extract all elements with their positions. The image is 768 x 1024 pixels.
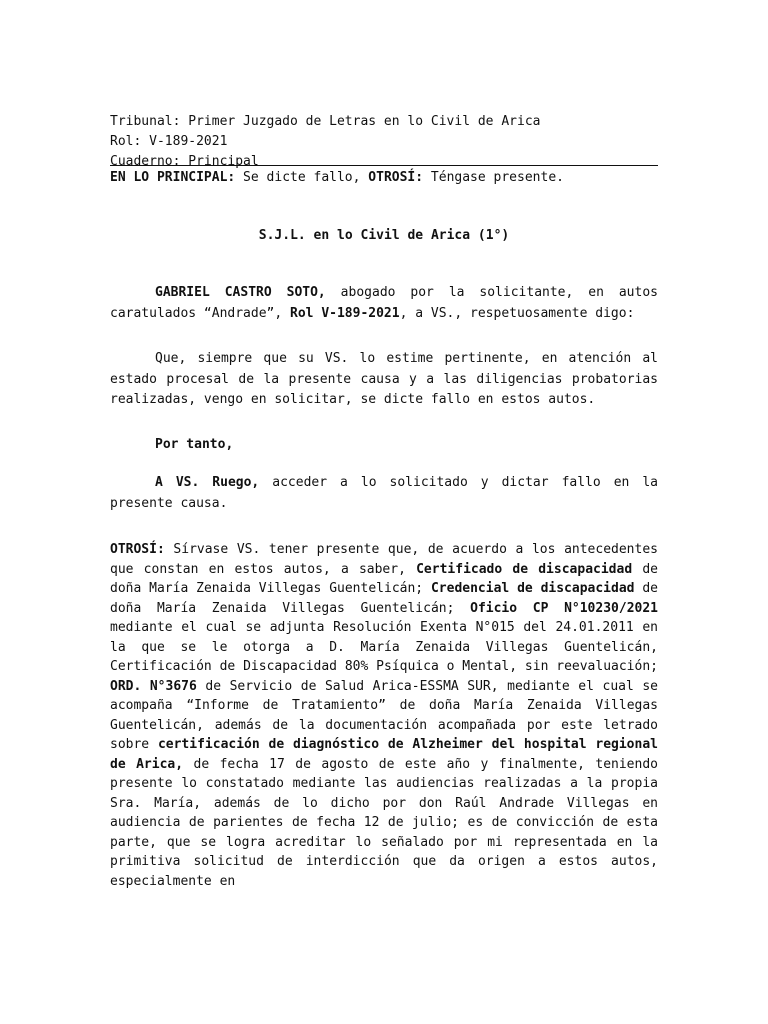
certificado-discapacidad: Certificado de discapacidad: [416, 561, 633, 577]
otrosi-text-1: Sírvase VS. tener presente que, de acuerdo a los antecedentes que constan en estos autos, a saber,: [110, 542, 658, 577]
por-tanto-label: Por tanto,: [155, 437, 234, 452]
otrosi-text-6: de fecha 17 de agosto de este año y finalmente, teniendo presente lo constatado mediante las audiencias realizadas a la propia Sra. María, además de lo dicho por don Raúl Andrade Villegas en audiencia de parientes de fecha 12 de julio; es de convicción de esta parte, que se logra acreditar lo señalado por mi representada en la primitiva solicitud de interdicción que da origen a estos autos, especialmente en: [110, 756, 658, 889]
ruego-text: acceder a lo solicitado y dictar fallo en la presente causa.: [110, 475, 658, 511]
otrosi-text-4: mediante el cual se adjunta Resolución Exenta N°015 del 24.01.2011 en la que se le otorga a D. María Zenaida Villegas Guentelicán, Certificación de Discapacidad 80% Psíquica o Mental, sin reevaluación;: [110, 620, 658, 674]
credencial-discapacidad: Credencial de discapacidad: [430, 581, 635, 596]
otrosi-text-2: de doña María Zenaida Villegas Guentelicán;: [110, 561, 658, 596]
por-tanto: [110, 435, 658, 456]
ruego-paragraph: [110, 473, 658, 514]
intro-text-1: abogado por la solicitante, en autos caratulados “Andrade”,: [110, 285, 658, 321]
otrosi-text-5: de Servicio de Salud Arica-ESSMA SUR, mediante el cual se acompaña “Informe de Tratamiento” de doña María Zenaida Villegas Guentelicán, además de la documentación acompañada por este letrado sobre: [110, 678, 659, 752]
case-header: [110, 112, 658, 172]
header-divider: [110, 165, 658, 166]
ord-number: ORD. N°3676: [110, 678, 197, 694]
summary-line: [110, 168, 670, 188]
lawyer-name: GABRIEL CASTRO SOTO,: [155, 285, 326, 300]
principal-label: EN LO PRINCIPAL:: [110, 170, 236, 185]
ruego-label: A VS. Ruego,: [155, 475, 260, 490]
tribunal-line: Tribunal: Primer Juzgado de Letras en lo Civil de Arica: [110, 114, 541, 129]
otrosi-summary-text: Téngase presente.: [423, 170, 564, 185]
request-paragraph: Que, siempre que su VS. lo estime pertinente, en atención al estado procesal de la presente causa y a las diligencias probatorias realizadas, vengo en solicitar, se dicte fallo en estos autos.: [110, 351, 658, 407]
intro-text-2: , a VS., respetuosamente digo:: [399, 305, 635, 321]
principal-text: Se dicte fallo,: [235, 170, 369, 185]
otrosi-summary-label: OTROSÍ:: [368, 170, 424, 185]
case-rol: Rol V-189-2021: [290, 305, 400, 321]
intro-paragraph: [110, 283, 658, 324]
certificacion-alzheimer: certificación de diagnóstico de Alzheimer del hospital regional de Arica,: [110, 737, 658, 772]
oficio-cp: Oficio CP N°10230/2021: [470, 600, 658, 616]
court-addressee: S.J.L. en lo Civil de Arica (1°): [258, 228, 510, 243]
rol-line: Rol: V-189-2021: [110, 134, 228, 149]
otrosi-text-3: de doña María Zenaida Villegas Guentelicán;: [110, 581, 658, 616]
otrosi-paragraph: [110, 540, 658, 891]
otrosi-label: OTROSÍ:: [110, 542, 165, 557]
cuaderno-line: Cuaderno: Principal: [110, 154, 259, 169]
